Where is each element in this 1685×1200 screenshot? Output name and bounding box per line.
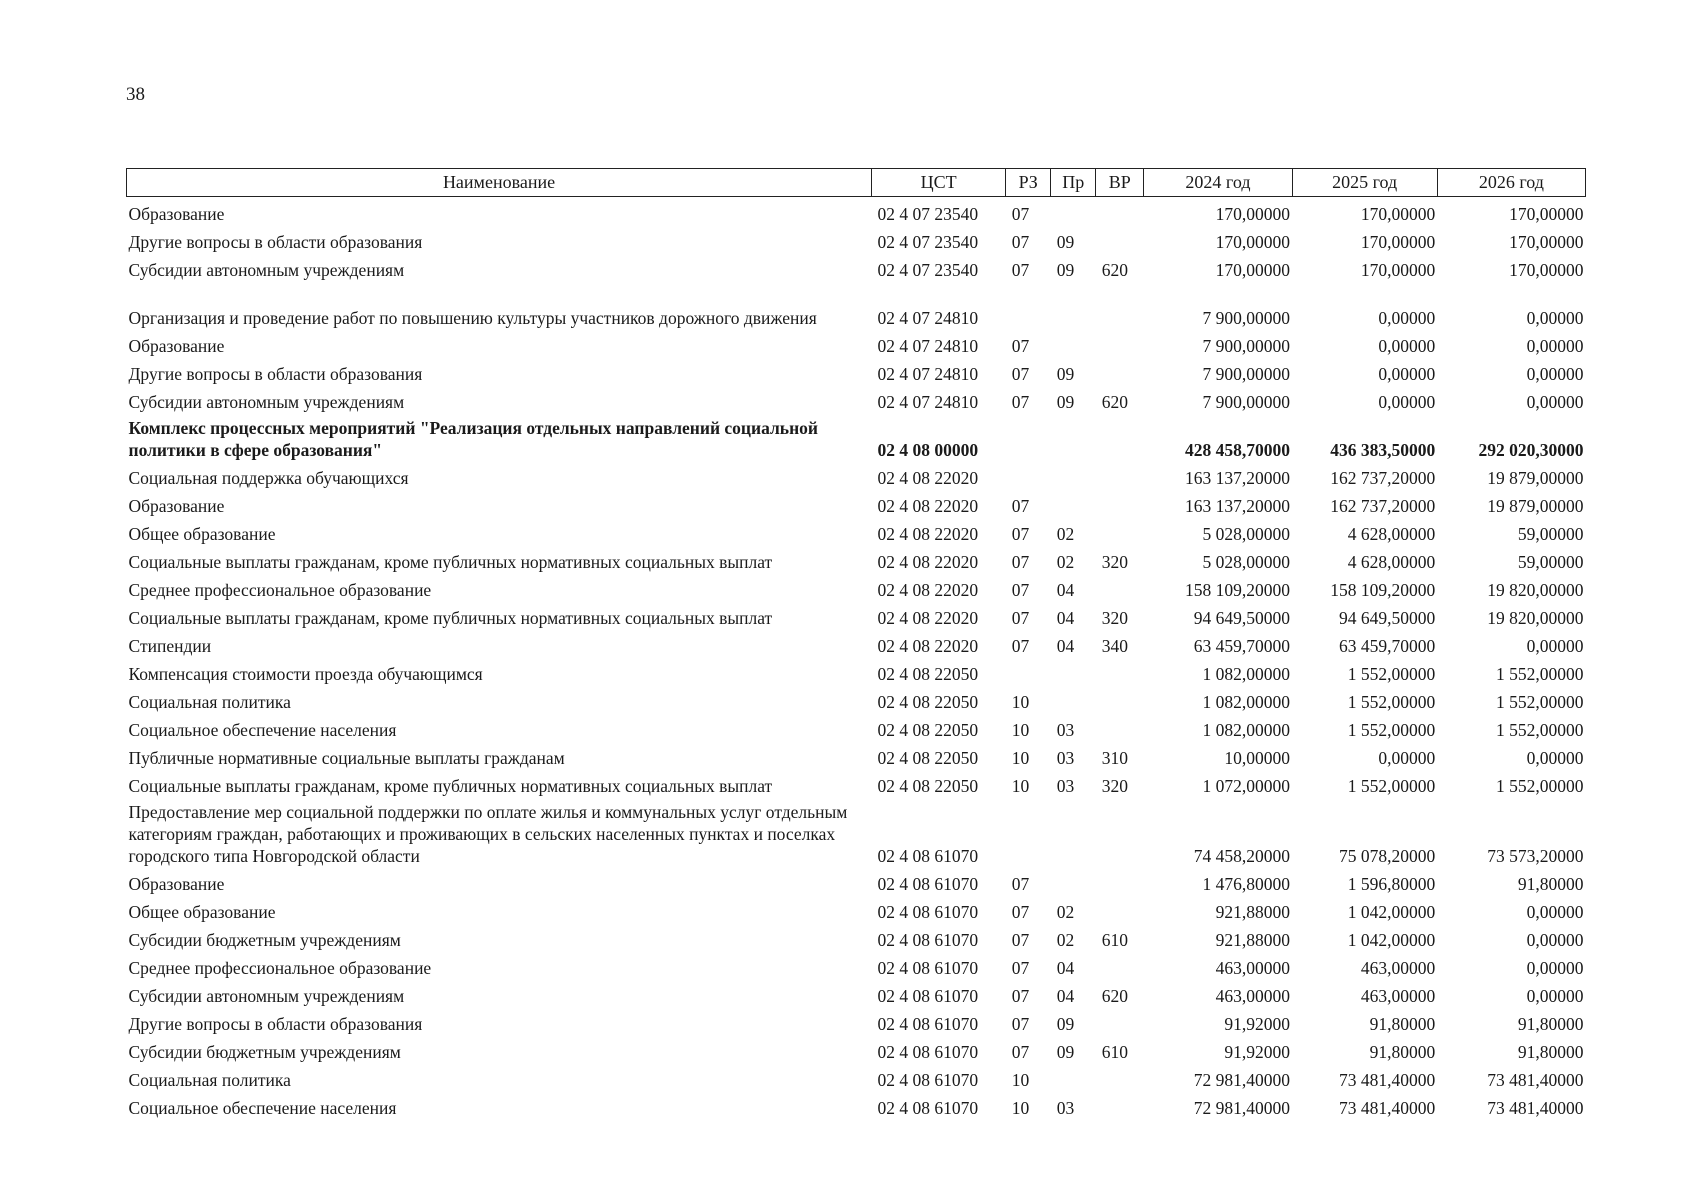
cell-pr: 04 [1056,958,1075,978]
cell-rz: 07 [1011,336,1030,356]
column-header-cst: ЦСТ [872,169,1006,197]
cell-name: Субсидии бюджетным учреждениям [128,930,401,950]
cell-y2024: 463,00000 [1215,958,1291,978]
cell-y2026: 1 552,00000 [1496,664,1584,684]
cell-y2024: 7 900,00000 [1202,364,1291,384]
cell-rz: 10 [1011,748,1030,768]
cell-y2026: 170,00000 [1509,204,1584,224]
table-row [127,797,1586,867]
cell-cst: 02 4 08 22050 [877,664,979,684]
table-row [127,951,1586,979]
cell-pr: 04 [1056,580,1075,600]
cell-vr [1096,517,1144,545]
cell-y2026: 0,00000 [1526,636,1584,656]
cell-y2025: 1 042,00000 [1347,930,1436,950]
cell-cst: 02 4 08 22050 [877,776,979,796]
column-header-2024: 2024 год [1144,169,1292,197]
table-row [127,489,1586,517]
table-row [127,517,1586,545]
cell-name: Стипендии [128,636,212,656]
cell-rz: 10 [1011,720,1030,740]
cell-pr [1051,489,1096,517]
cell-rz: 07 [1011,902,1030,922]
column-header-2025: 2025 год [1292,169,1437,197]
cell-vr [1096,225,1144,253]
table-row [127,741,1586,769]
cell-name: Субсидии автономным учреждениям [128,260,405,280]
cell-pr: 09 [1056,364,1075,384]
cell-vr: 320 [1101,552,1129,572]
column-header-2026: 2026 год [1437,169,1585,197]
cell-rz [1006,797,1051,867]
cell-y2026: 73 573,20000 [1487,846,1584,866]
cell-vr [1096,867,1144,895]
cell-y2024: 63 459,70000 [1193,636,1291,656]
cell-y2025: 0,00000 [1378,364,1436,384]
cell-name: Другие вопросы в области образования [128,232,423,252]
column-header-vr: ВР [1096,169,1144,197]
cell-rz: 07 [1011,580,1030,600]
table-row [127,225,1586,253]
cell-y2026: 0,00000 [1526,902,1584,922]
cell-vr [1096,685,1144,713]
cell-vr [1096,657,1144,685]
cell-vr [1096,951,1144,979]
cell-cst: 02 4 08 61070 [877,1014,979,1034]
cell-y2024: 170,00000 [1215,232,1291,252]
cell-cst: 02 4 08 22050 [877,748,979,768]
cell-y2025: 63 459,70000 [1338,636,1436,656]
cell-y2025: 73 481,40000 [1338,1070,1436,1090]
cell-name: Комплекс процессных мероприятий "Реализация отдельных направлений социальной политики в сфере образования" [128,418,818,460]
cell-cst: 02 4 08 22020 [877,552,979,572]
cell-y2025: 170,00000 [1360,260,1436,280]
cell-rz: 07 [1011,204,1030,224]
cell-rz: 10 [1011,1098,1030,1118]
cell-y2024: 74 458,20000 [1193,846,1291,866]
table-row [127,685,1586,713]
cell-y2025: 1 552,00000 [1347,720,1436,740]
table-row [127,461,1586,489]
cell-rz: 07 [1011,232,1030,252]
cell-y2024: 1 072,00000 [1202,776,1291,796]
cell-cst: 02 4 08 22020 [877,468,979,488]
cell-rz: 07 [1011,930,1030,950]
cell-name: Социальные выплаты гражданам, кроме публичных нормативных социальных выплат [128,552,773,572]
column-header-name: Наименование [127,169,872,197]
cell-cst: 02 4 07 24810 [877,364,979,384]
cell-vr: 610 [1101,930,1129,950]
table-row [127,1091,1586,1119]
table-row [127,281,1586,329]
cell-pr [1051,197,1096,226]
cell-rz: 07 [1011,874,1030,894]
cell-name: Предоставление мер социальной поддержки по оплате жилья и коммунальных услуг отдельным категориям граждан, работающих и проживающих в сельских населенных пунктах и поселках городского типа Новгородской области [128,802,848,866]
cell-y2024: 1 476,80000 [1202,874,1291,894]
cell-rz: 07 [1011,958,1030,978]
cell-name: Социальное обеспечение населения [128,1098,397,1118]
cell-rz: 10 [1011,1070,1030,1090]
table-row [127,1007,1586,1035]
cell-cst: 02 4 08 61070 [877,930,979,950]
cell-cst: 02 4 08 61070 [877,958,979,978]
cell-cst: 02 4 08 61070 [877,902,979,922]
cell-vr [1096,281,1144,329]
cell-rz [1006,461,1051,489]
cell-y2024: 7 900,00000 [1202,336,1291,356]
cell-vr [1096,1007,1144,1035]
cell-cst: 02 4 08 22020 [877,496,979,516]
table-row [127,867,1586,895]
cell-name: Социальная политика [128,692,291,712]
cell-cst: 02 4 07 23540 [877,204,979,224]
cell-name: Социальная поддержка обучающихся [128,468,409,488]
column-header-pr: Пр [1051,169,1096,197]
cell-rz: 10 [1011,692,1030,712]
cell-y2024: 921,88000 [1215,902,1291,922]
cell-rz: 07 [1011,364,1030,384]
cell-y2026: 91,80000 [1517,1014,1584,1034]
cell-cst: 02 4 08 00000 [877,440,979,460]
cell-y2025: 91,80000 [1369,1042,1436,1062]
cell-y2024: 72 981,40000 [1193,1098,1291,1118]
table-row [127,895,1586,923]
cell-cst: 02 4 08 22050 [877,692,979,712]
cell-y2025: 0,00000 [1378,308,1436,328]
cell-pr: 02 [1056,902,1075,922]
cell-y2026: 19 879,00000 [1487,468,1584,488]
cell-y2026: 19 820,00000 [1487,608,1584,628]
cell-name: Среднее профессиональное образование [128,580,432,600]
page-number: 38 [126,84,145,105]
cell-y2025: 94 649,50000 [1338,608,1436,628]
cell-y2025: 463,00000 [1360,986,1436,1006]
cell-pr: 09 [1056,232,1075,252]
cell-y2025: 75 078,20000 [1338,846,1436,866]
cell-y2026: 73 481,40000 [1487,1098,1584,1118]
cell-vr [1096,1091,1144,1119]
table-row [127,769,1586,797]
cell-vr [1096,573,1144,601]
cell-y2024: 463,00000 [1215,986,1291,1006]
table-row [127,329,1586,357]
cell-pr [1051,657,1096,685]
table-row [127,197,1586,226]
cell-y2024: 170,00000 [1215,204,1291,224]
cell-rz [1006,413,1051,461]
cell-y2024: 10,00000 [1224,748,1291,768]
cell-y2024: 94 649,50000 [1193,608,1291,628]
cell-y2024: 170,00000 [1215,260,1291,280]
cell-vr [1096,797,1144,867]
cell-name: Субсидии автономным учреждениям [128,392,405,412]
cell-y2025: 1 552,00000 [1347,776,1436,796]
cell-pr [1051,867,1096,895]
cell-y2025: 170,00000 [1360,232,1436,252]
cell-y2025: 1 552,00000 [1347,664,1436,684]
cell-rz: 07 [1011,496,1030,516]
cell-pr: 09 [1056,1014,1075,1034]
cell-y2024: 72 981,40000 [1193,1070,1291,1090]
cell-y2024: 91,92000 [1224,1042,1291,1062]
cell-y2024: 7 900,00000 [1202,308,1291,328]
cell-vr [1096,489,1144,517]
cell-rz: 07 [1011,1042,1030,1062]
cell-y2024: 7 900,00000 [1202,392,1291,412]
table-body [127,197,1586,1120]
cell-y2026: 0,00000 [1526,986,1584,1006]
cell-y2025: 4 628,00000 [1347,552,1436,572]
table-row [127,1035,1586,1063]
cell-y2024: 163 137,20000 [1185,496,1291,516]
cell-name: Другие вопросы в области образования [128,364,423,384]
cell-rz: 10 [1011,776,1030,796]
cell-name: Субсидии бюджетным учреждениям [128,1042,401,1062]
cell-y2026: 170,00000 [1509,260,1584,280]
cell-rz: 07 [1011,260,1030,280]
cell-cst: 02 4 08 22050 [877,720,979,740]
cell-y2026: 19 820,00000 [1487,580,1584,600]
cell-cst: 02 4 08 61070 [877,1070,979,1090]
cell-name: Социальные выплаты гражданам, кроме публичных нормативных социальных выплат [128,776,773,796]
cell-name: Другие вопросы в области образования [128,1014,423,1034]
cell-rz [1006,657,1051,685]
cell-y2025: 1 042,00000 [1347,902,1436,922]
cell-y2024: 921,88000 [1215,930,1291,950]
cell-vr: 610 [1101,1042,1129,1062]
cell-pr [1051,797,1096,867]
cell-pr: 09 [1056,392,1075,412]
table-header-row [127,169,1586,197]
cell-y2025: 162 737,20000 [1330,496,1436,516]
cell-rz: 07 [1011,392,1030,412]
cell-y2026: 59,00000 [1517,524,1584,544]
table-row [127,1063,1586,1091]
cell-y2026: 0,00000 [1526,336,1584,356]
cell-pr [1051,281,1096,329]
cell-vr [1096,357,1144,385]
cell-y2024: 163 137,20000 [1185,468,1291,488]
cell-pr: 02 [1056,524,1075,544]
cell-y2025: 91,80000 [1369,1014,1436,1034]
cell-y2024: 1 082,00000 [1202,692,1291,712]
cell-pr [1051,1063,1096,1091]
cell-rz: 07 [1011,986,1030,1006]
cell-y2026: 59,00000 [1517,552,1584,572]
cell-y2025: 1 552,00000 [1347,692,1436,712]
cell-rz: 07 [1011,608,1030,628]
table-row [127,923,1586,951]
cell-vr [1096,461,1144,489]
cell-name: Общее образование [128,902,276,922]
cell-pr: 04 [1056,608,1075,628]
cell-y2026: 170,00000 [1509,232,1584,252]
cell-cst: 02 4 08 61070 [877,986,979,1006]
cell-name: Общее образование [128,524,276,544]
cell-pr: 03 [1056,748,1075,768]
table-row [127,979,1586,1007]
cell-pr [1051,685,1096,713]
cell-y2025: 1 596,80000 [1347,874,1436,894]
table-row [127,413,1586,461]
cell-y2026: 0,00000 [1526,364,1584,384]
cell-pr: 04 [1056,986,1075,1006]
cell-pr [1051,329,1096,357]
cell-vr [1096,713,1144,741]
cell-cst: 02 4 08 61070 [877,846,979,866]
cell-vr: 620 [1101,986,1129,1006]
cell-y2024: 91,92000 [1224,1014,1291,1034]
cell-y2024: 1 082,00000 [1202,664,1291,684]
cell-rz: 07 [1011,524,1030,544]
cell-vr: 620 [1101,392,1129,412]
cell-cst: 02 4 08 61070 [877,1042,979,1062]
cell-vr: 620 [1101,260,1129,280]
table-row [127,713,1586,741]
cell-name: Образование [128,336,225,356]
cell-y2025: 73 481,40000 [1338,1098,1436,1118]
cell-cst: 02 4 07 23540 [877,232,979,252]
cell-y2024: 158 109,20000 [1185,580,1291,600]
cell-name: Среднее профессиональное образование [128,958,432,978]
cell-vr: 340 [1101,636,1129,656]
cell-name: Публичные нормативные социальные выплаты гражданам [128,748,565,768]
cell-pr [1051,413,1096,461]
cell-rz: 07 [1011,1014,1030,1034]
cell-rz [1006,281,1051,329]
cell-name: Образование [128,496,225,516]
cell-y2024: 5 028,00000 [1202,552,1291,572]
cell-y2026: 0,00000 [1526,392,1584,412]
cell-pr: 02 [1056,930,1075,950]
cell-name: Социальная политика [128,1070,291,1090]
table-row [127,357,1586,385]
cell-pr: 04 [1056,636,1075,656]
cell-vr [1096,413,1144,461]
cell-name: Социальные выплаты гражданам, кроме публичных нормативных социальных выплат [128,608,773,628]
cell-y2025: 158 109,20000 [1330,580,1436,600]
cell-name: Социальное обеспечение населения [128,720,397,740]
cell-y2026: 0,00000 [1526,748,1584,768]
cell-cst: 02 4 08 61070 [877,1098,979,1118]
table-row [127,385,1586,413]
cell-y2026: 1 552,00000 [1496,776,1584,796]
cell-cst: 02 4 08 22020 [877,524,979,544]
cell-y2025: 463,00000 [1360,958,1436,978]
cell-pr: 03 [1056,776,1075,796]
cell-pr: 02 [1056,552,1075,572]
cell-y2024: 1 082,00000 [1202,720,1291,740]
cell-name: Образование [128,874,225,894]
cell-y2026: 1 552,00000 [1496,692,1584,712]
cell-y2024: 5 028,00000 [1202,524,1291,544]
cell-pr: 09 [1056,260,1075,280]
cell-name: Образование [128,204,225,224]
cell-cst: 02 4 07 24810 [877,308,979,328]
cell-pr: 03 [1056,720,1075,740]
cell-rz: 07 [1011,552,1030,572]
cell-vr [1096,895,1144,923]
column-header-rz: РЗ [1006,169,1051,197]
table-row [127,545,1586,573]
cell-y2025: 436 383,50000 [1330,440,1436,460]
cell-name: Компенсация стоимости проезда обучающимся [128,664,483,684]
cell-y2024: 428 458,70000 [1185,440,1291,460]
cell-y2026: 0,00000 [1526,958,1584,978]
cell-y2025: 0,00000 [1378,748,1436,768]
cell-pr: 09 [1056,1042,1075,1062]
cell-y2026: 19 879,00000 [1487,496,1584,516]
cell-cst: 02 4 08 22020 [877,636,979,656]
cell-vr [1096,197,1144,226]
cell-y2025: 162 737,20000 [1330,468,1436,488]
table-row [127,253,1586,281]
cell-name: Организация и проведение работ по повышению культуры участников дорожного движения [128,308,817,328]
table-row [127,573,1586,601]
cell-pr: 03 [1056,1098,1075,1118]
cell-cst: 02 4 07 24810 [877,336,979,356]
cell-pr [1051,461,1096,489]
cell-cst: 02 4 08 22020 [877,580,979,600]
cell-name: Субсидии автономным учреждениям [128,986,405,1006]
cell-cst: 02 4 08 61070 [877,874,979,894]
budget-table [126,168,1586,1119]
table-row [127,657,1586,685]
cell-y2025: 0,00000 [1378,336,1436,356]
cell-y2026: 292 020,30000 [1478,440,1584,460]
cell-vr [1096,1063,1144,1091]
cell-vr: 320 [1101,776,1129,796]
cell-cst: 02 4 07 23540 [877,260,979,280]
cell-y2026: 91,80000 [1517,874,1584,894]
cell-y2026: 0,00000 [1526,308,1584,328]
cell-cst: 02 4 08 22020 [877,608,979,628]
cell-vr: 320 [1101,608,1129,628]
table-row [127,601,1586,629]
cell-vr: 310 [1101,748,1129,768]
cell-y2025: 4 628,00000 [1347,524,1436,544]
cell-y2025: 0,00000 [1378,392,1436,412]
cell-y2026: 91,80000 [1517,1042,1584,1062]
cell-cst: 02 4 07 24810 [877,392,979,412]
cell-y2025: 170,00000 [1360,204,1436,224]
table-row [127,629,1586,657]
cell-vr [1096,329,1144,357]
cell-y2026: 0,00000 [1526,930,1584,950]
cell-rz: 07 [1011,636,1030,656]
cell-y2026: 73 481,40000 [1487,1070,1584,1090]
cell-y2026: 1 552,00000 [1496,720,1584,740]
